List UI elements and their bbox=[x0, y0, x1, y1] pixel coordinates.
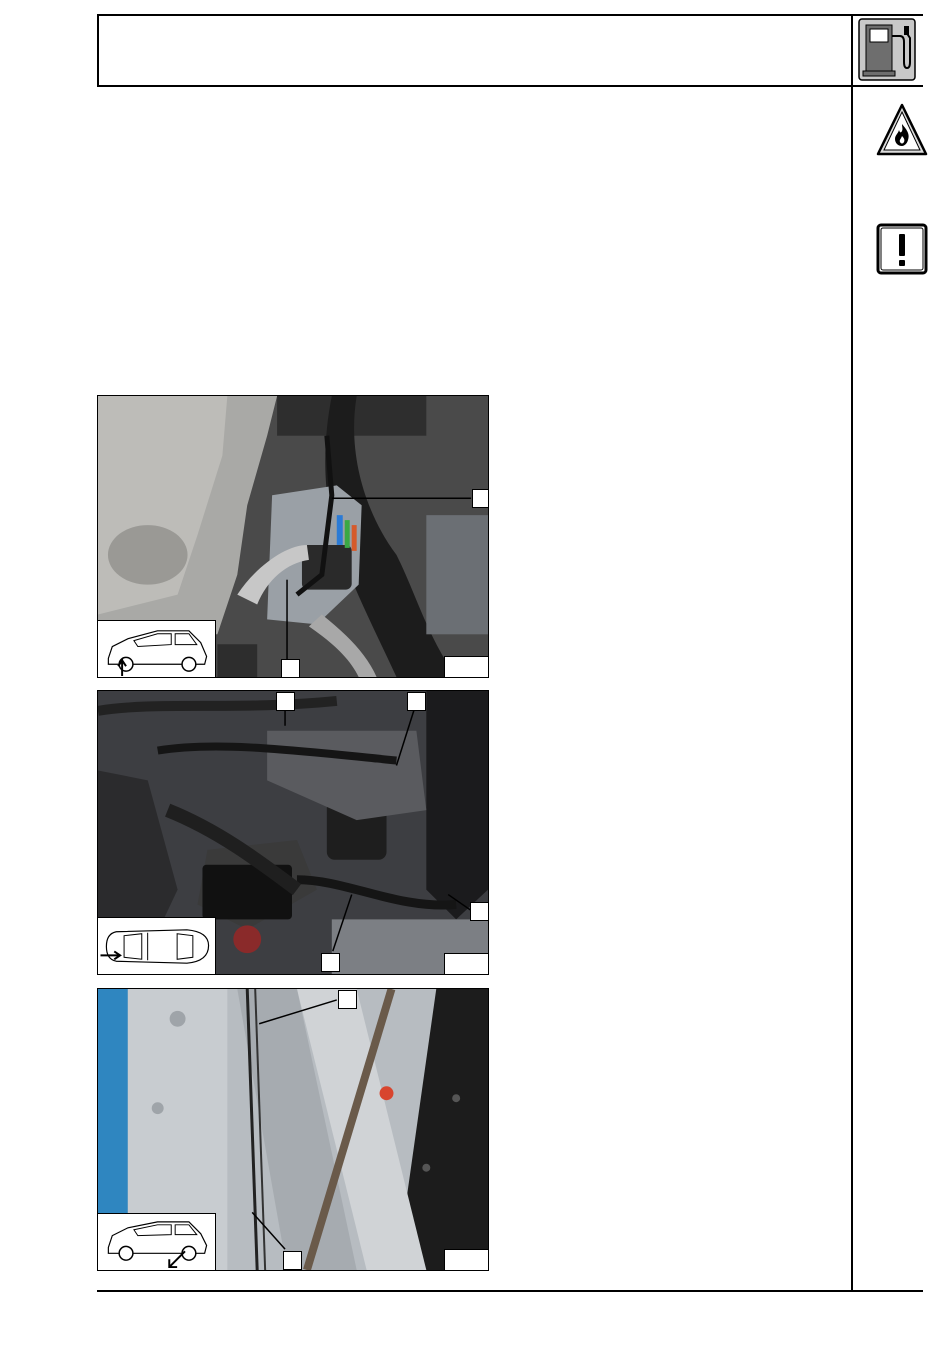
header-left-rule bbox=[97, 14, 99, 87]
callout-label bbox=[321, 953, 340, 972]
caution-exclamation-icon bbox=[876, 223, 928, 275]
photo-underbody-pipes bbox=[97, 988, 489, 1271]
car-side-front-arrow-icon bbox=[98, 621, 215, 677]
callout-label bbox=[470, 902, 489, 921]
vehicle-view-inset bbox=[98, 917, 216, 974]
callout-label bbox=[472, 489, 489, 508]
photo-engine-wiring bbox=[97, 690, 489, 975]
margin-column-rule bbox=[851, 14, 853, 1292]
car-side-underbody-arrow-icon bbox=[98, 1214, 215, 1270]
callout-label bbox=[283, 1251, 302, 1270]
figure-reference-box bbox=[444, 1249, 488, 1270]
figure-reference-box bbox=[444, 953, 488, 974]
vehicle-view-inset bbox=[98, 1213, 216, 1270]
footer-rule bbox=[97, 1290, 923, 1292]
vehicle-view-inset bbox=[98, 620, 216, 677]
callout-label bbox=[281, 659, 300, 678]
callout-label bbox=[276, 692, 295, 711]
header-bottom-rule bbox=[97, 85, 923, 87]
photo-engine-fuel-connector bbox=[97, 395, 489, 678]
fuel-pump-icon bbox=[858, 18, 916, 81]
callout-label bbox=[407, 692, 426, 711]
header-top-rule bbox=[97, 14, 923, 16]
flammable-warning-icon bbox=[876, 102, 928, 160]
figure-reference-box bbox=[444, 656, 488, 677]
car-top-view-arrow-icon bbox=[98, 918, 215, 974]
callout-label bbox=[338, 990, 357, 1009]
